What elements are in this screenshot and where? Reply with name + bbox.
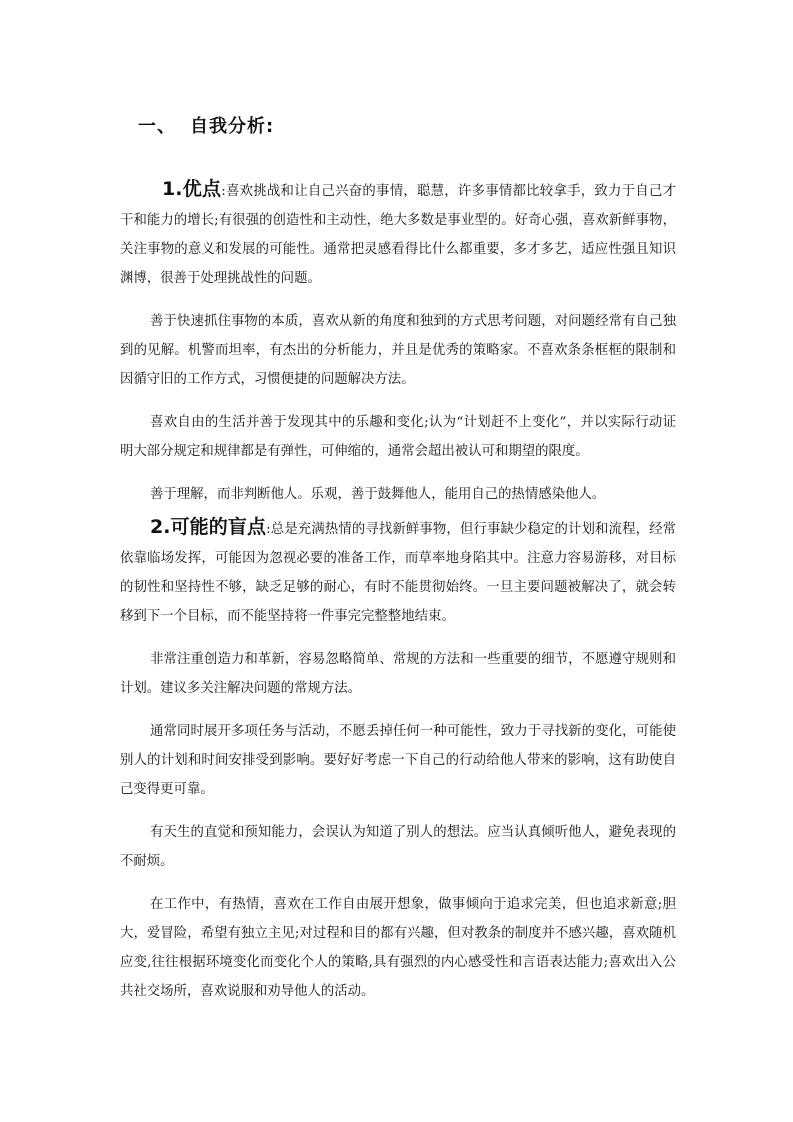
blindspots-lead-text: :总是充满热情的寻找新鲜事物，但行事缺少稳定的计划和流程，经常依靠临场发挥，可能因为忽视必要的准备工作，而草率地身陷其中。注意力容易游移，对目标的韧性和坚持性不够，缺乏足够的耐心，有时不能贯彻始终。一旦主要问题被解决了，就会转移到下一个目标，而不能坚持将一件事完完整整地结束。 <box>120 522 676 624</box>
blindspots-paragraph: 通常同时展开多项任务与活动，不愿丢掉任何一种可能性，致力于寻找新的变化，可能使别人的计划和时间安排受到影响。要好好考虑一下自己的行动给他人带来的影响，这有助使自己变得更可靠。 <box>120 724 676 797</box>
blindspots-section <box>120 513 676 1006</box>
heading-title: 自我分析: <box>190 116 275 137</box>
strengths-paragraph: 善于理解，而非判断他人。乐观，善于鼓舞他人，能用自己的热情感染他人。 <box>150 487 606 502</box>
blindspots-label: 2.可能的盲点 <box>150 516 267 538</box>
blindspots-lead-paragraph <box>120 513 676 631</box>
heading-number: 一、 <box>138 116 176 137</box>
strengths-paragraph: 喜欢自由的生活并善于发现其中的乐趣和变化;认为“计划赶不上变化”，并以实际行动证明大部分规定和规律都是有弹性，可伸缩的，通常会超出被认可和期望的限度。 <box>120 415 676 459</box>
strengths-section <box>120 175 676 509</box>
strengths-paragraph: 善于快速抓住事物的本质，喜欢从新的角度和独到的方式思考问题，对问题经常有自己独到的见解。机警而坦率，有杰出的分析能力，并且是优秀的策略家。不喜欢条条框框的限制和因循守旧的工作方式，习惯便捷的问题解决方法。 <box>120 314 676 387</box>
strengths-label: 1.优点 <box>162 178 222 200</box>
blindspots-paragraph: 有天生的直觉和预知能力，会误认为知道了别人的想法。应当认真倾听他人，避免表现的不耐烦。 <box>120 825 676 869</box>
blindspots-paragraph: 在工作中，有热情，喜欢在工作自由展开想象，做事倾向于追求完美，但也追求新意;胆大，爱冒险，希望有独立主见;对过程和目的都有兴趣，但对教条的制度并不感兴趣，喜欢随机应变,往往根据环境变化而变化个人的策略,具有强烈的内心感受性和言语表达能力;喜欢出入公共社交场所，喜欢说服和劝导他人的活动。 <box>120 897 676 999</box>
section-heading <box>138 112 274 138</box>
blindspots-paragraph: 非常注重创造力和革新，容易忽略简单、常规的方法和一些重要的细节，不愿遵守规则和计划。建议多关注解决问题的常规方法。 <box>120 652 676 696</box>
strengths-lead-text: :喜欢挑战和让自己兴奋的事情，聪慧，许多事情都比较拿手，致力于自己才干和能力的增长;有很强的创造性和主动性，绝大多数是事业型的。好奇心强，喜欢新鲜事物，关注事物的意义和发展的可能性。通常把灵感看得比什么都重要，多才多艺，适应性强且知识渊博，很善于处理挑战性的问题。 <box>120 184 676 286</box>
strengths-lead-paragraph <box>120 175 676 293</box>
